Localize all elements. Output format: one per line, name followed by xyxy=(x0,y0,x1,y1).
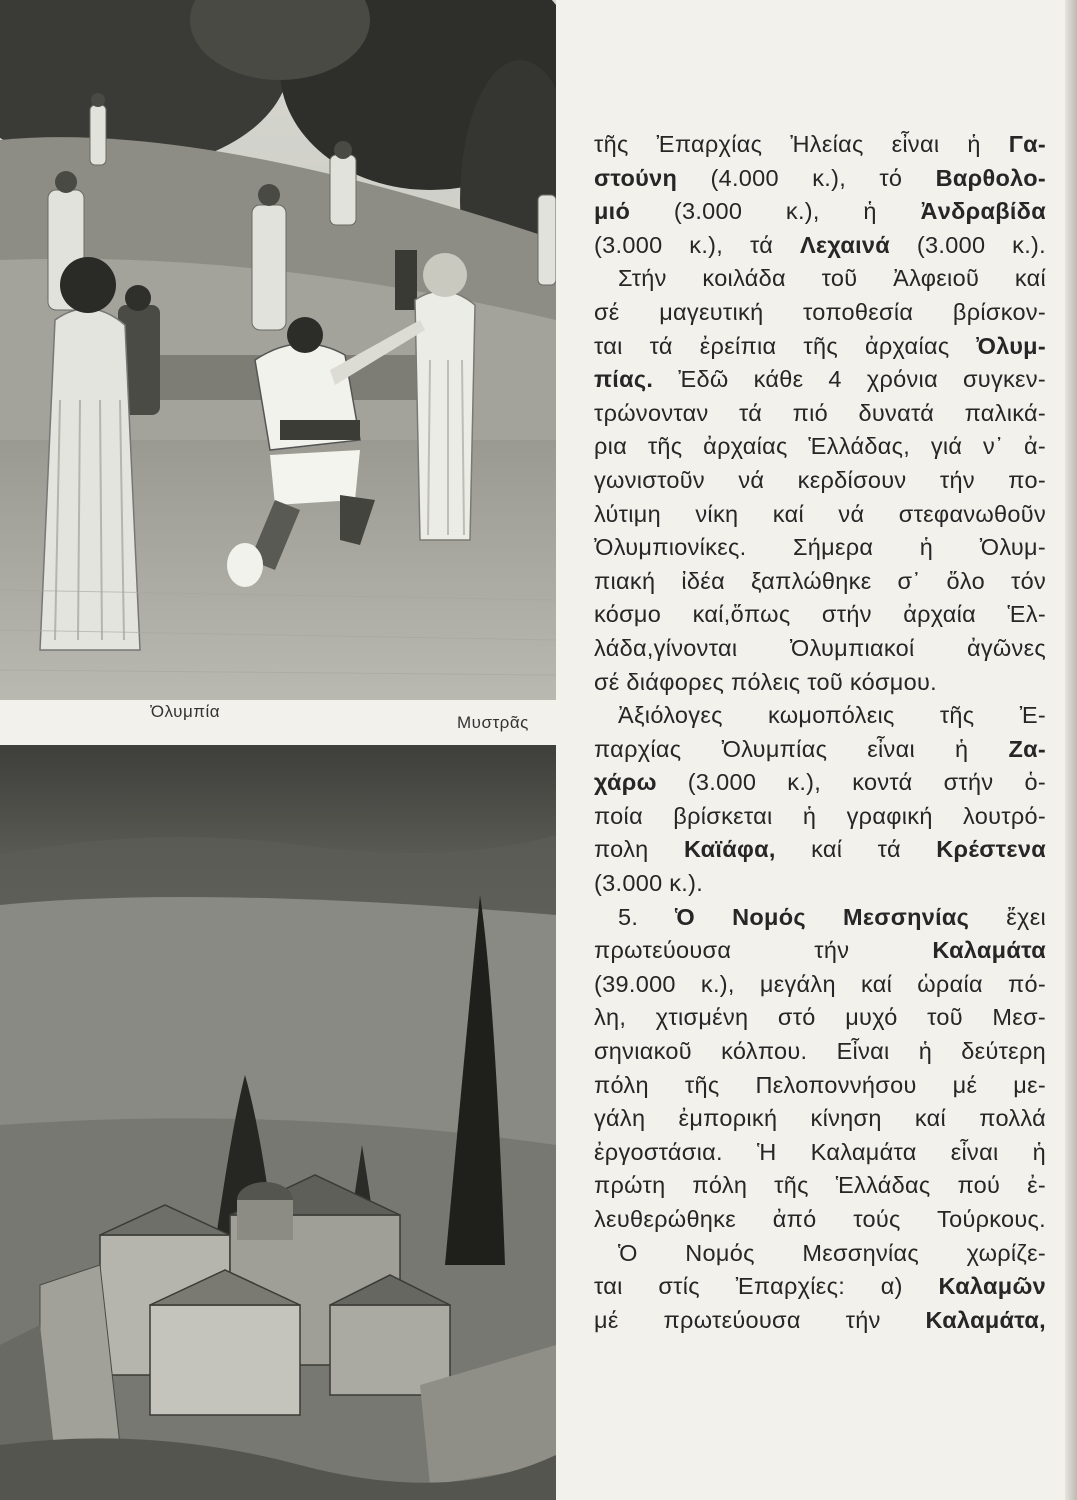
text-line: ται τά ἐρείπια τῆς ἀρχαίας Ὀλυμ- xyxy=(594,332,1046,359)
text-line: Ὁ Νομός Μεσσηνίας χωρίζε- xyxy=(618,1239,1046,1266)
text-line: στούνη (4.000 κ.), τό Βαρθολο- xyxy=(594,164,1046,191)
text-line: σηνιακοῦ κόλπου. Εἶναι ἡ δεύτερη xyxy=(594,1038,1046,1065)
text-line: λη, χτισμένη στό μυχό τοῦ Μεσ- xyxy=(594,1004,1046,1031)
text-line: μιό (3.000 κ.), ἡ Ἀνδραβίδα xyxy=(594,198,1046,225)
text-line: Στήν κοιλάδα τοῦ Ἀλφειοῦ καί xyxy=(618,265,1046,292)
text-line: γωνιστοῦν νά κερδίσουν τήν πο- xyxy=(594,466,1046,493)
text-line: ἐργοστάσια. Ἡ Καλαμάτα εἶναι ἡ xyxy=(594,1138,1046,1165)
olympia-caption: Ὀλυμπία xyxy=(150,702,221,721)
text-line: (39.000 κ.), μεγάλη καί ὡραία πό- xyxy=(594,970,1046,997)
text-line: Ὀλυμπιονίκες. Σήμερα ἡ Ὀλυμ- xyxy=(594,534,1046,561)
text-line: πόλη τῆς Πελοποννήσου μέ με- xyxy=(594,1071,1046,1098)
text-line: πολη Καϊάφα, καί τά Κρέστενα xyxy=(594,836,1046,863)
text-line: σέ μαγευτική τοποθεσία βρίσκον- xyxy=(594,298,1046,325)
text-line: ται στίς Ἐπαρχίες: α) Καλαμῶν xyxy=(594,1273,1046,1300)
text-line: λύτιμη νίκη καί νά στεφανωθοῦν xyxy=(594,500,1046,527)
text-line: πιακή ἰδέα ξαπλώθηκε σ᾽ ὅλο τόν xyxy=(594,567,1046,594)
text-line: γάλη ἐμπορική κίνηση καί πολλά xyxy=(594,1105,1046,1132)
mystras-photo xyxy=(0,745,556,1500)
text-line: πίας. Ἐδῶ κάθε 4 χρόνια συγκεν- xyxy=(594,366,1046,393)
text-line: 5. Ὁ Νομός Μεσσηνίας ἔχει xyxy=(618,903,1046,930)
text-line: ποία βρίσκεται ἡ γραφική λουτρό- xyxy=(594,802,1046,829)
mystras-caption: Μυστρᾶς xyxy=(457,713,529,732)
text-line: ρια τῆς ἀρχαίας Ἑλλάδας, γιά ν᾽ ἀ- xyxy=(594,433,1046,460)
olympia-photo xyxy=(0,0,556,700)
text-line: μέ πρωτεύουσα τήν Καλαμάτα, xyxy=(594,1306,1046,1333)
text-line: παρχίας Ὀλυμπίας εἶναι ἡ Ζα- xyxy=(594,735,1046,762)
text-line: πρώτη πόλη τῆς Ἑλλάδας πού ἐ- xyxy=(594,1172,1046,1199)
page-edge-shadow xyxy=(1065,0,1077,1500)
text-line: Ἀξιόλογες κωμοπόλεις τῆς Ἐ- xyxy=(618,702,1046,729)
text-line: πρωτεύουσα τήν Καλαμάτα xyxy=(594,937,1046,964)
text-line: τρώνονταν τά πιό δυνατά παλικά- xyxy=(594,399,1046,426)
text-line: (3.000 κ.). xyxy=(594,870,704,897)
text-line: (3.000 κ.), τά Λεχαινά (3.000 κ.). xyxy=(594,231,1046,258)
text-line: κόσμο καί,ὅπως στήν ἀρχαία Ἑλ- xyxy=(594,601,1046,628)
text-line: χάρω (3.000 κ.), κοντά στήν ὁ- xyxy=(594,769,1046,796)
text-line: σέ διάφορες πόλεις τοῦ κόσμου. xyxy=(594,668,937,695)
text-line: λάδα,γίνονται Ὀλυμπιακοί ἀγῶνες xyxy=(594,634,1046,661)
text-line: λευθερώθηκε ἀπό τούς Τούρκους. xyxy=(594,1206,1046,1232)
text-line: τῆς Ἐπαρχίας Ἠλείας εἶναι ἡ Γα- xyxy=(594,131,1046,157)
article-text xyxy=(594,128,1046,1337)
